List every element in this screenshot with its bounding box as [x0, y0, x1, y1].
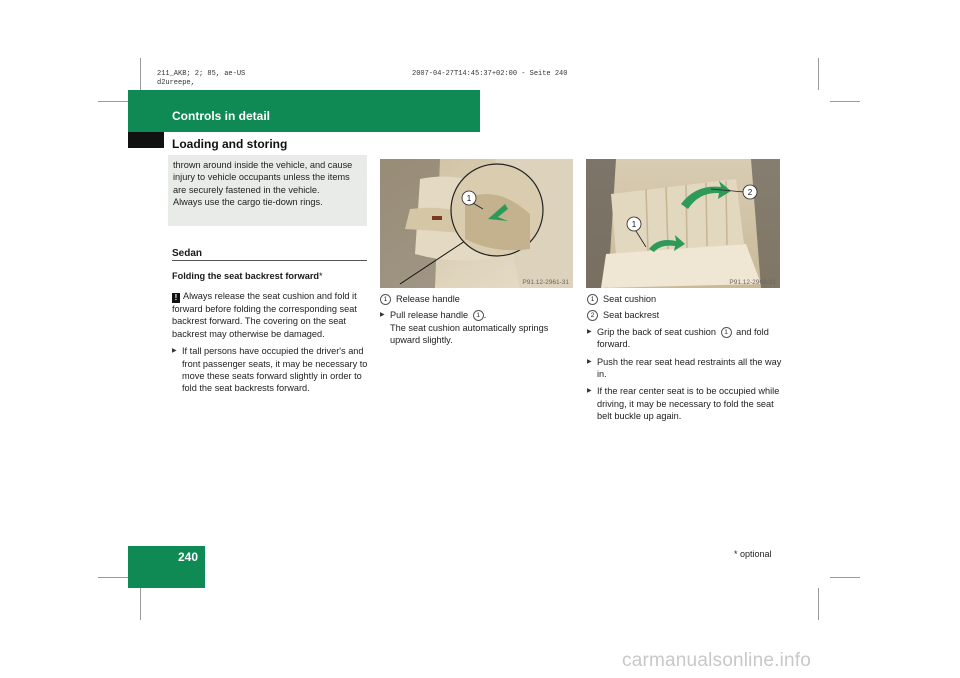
step-text-end: and fold forward. — [597, 326, 769, 350]
caution-text — [173, 159, 365, 209]
crop-mark — [818, 588, 819, 620]
figure1-code: P91.12-2961-31 — [522, 279, 569, 286]
heading-fold-text: Folding the seat backrest forward — [172, 271, 320, 281]
footnote-optional: * optional — [734, 549, 772, 559]
print-meta-line1: 211_AKB; 2; 85, ae-US — [157, 70, 246, 78]
heading-sedan: Sedan — [172, 248, 203, 259]
legend-label: Release handle — [396, 294, 460, 304]
instruction-list — [172, 345, 368, 395]
optional-mark: * — [319, 271, 323, 281]
section-marker — [128, 132, 164, 148]
list-item — [380, 309, 576, 346]
legend-number: 1 — [587, 294, 598, 305]
figure2-callout-1: 1 — [631, 220, 637, 229]
legend-item — [587, 293, 783, 305]
crop-mark — [818, 58, 819, 90]
crop-mark — [98, 101, 128, 102]
page-number-box — [128, 546, 205, 588]
page-number: 240 — [177, 550, 198, 564]
list-item — [587, 326, 783, 351]
print-meta-line2: d2ureepe, — [157, 79, 195, 87]
crop-mark — [140, 58, 141, 90]
warning-icon: ! — [172, 293, 180, 303]
step-text-end: . — [483, 310, 487, 321]
figure-release-handle — [380, 159, 573, 288]
step-text: Grip the back of seat cushion — [597, 326, 716, 337]
figure2-legend — [587, 293, 783, 428]
subsection-title: Loading and storing — [172, 137, 288, 151]
seat-cushion-illustration — [586, 159, 780, 288]
inline-ref-number: 1 — [721, 327, 732, 338]
print-meta — [157, 70, 245, 88]
inline-ref-number: 1 — [473, 310, 484, 321]
legend-item — [380, 293, 576, 305]
legend-number: 2 — [587, 310, 598, 321]
figure1-callout-1: 1 — [466, 194, 472, 203]
heading-divider — [172, 260, 367, 261]
warning-note — [172, 290, 368, 340]
crop-mark — [830, 577, 860, 578]
heading-fold-backrest — [172, 271, 323, 281]
list-item: ▶ If the rear center seat is to be occupied while driving, it may be necessary to fold the seat belt buckle up again. — [587, 385, 783, 422]
crop-mark — [140, 588, 141, 620]
release-handle-illustration — [380, 159, 573, 288]
legend-label: Seat backrest — [603, 310, 660, 321]
caution-box — [168, 155, 367, 226]
step-text: Pull release handle — [390, 310, 469, 321]
instruction-list — [587, 326, 783, 423]
watermark: carmanualsonline.info — [622, 650, 812, 671]
caution-text-line2: Always use the cargo tie-down rings. — [173, 197, 323, 208]
legend-item — [587, 309, 783, 321]
step-result: The seat cushion automatically springs upward slightly. — [390, 322, 549, 346]
figure2-code: P91.12-2962-31 — [729, 279, 776, 286]
legend-number: 1 — [380, 294, 391, 305]
instruction-list — [380, 309, 576, 346]
warning-text: Always release the seat cushion and fold it forward before folding the corresponding seat backrest forward. The covering on the seat backrest may otherwise be damaged. — [172, 291, 357, 339]
section-title: Controls in detail — [172, 109, 271, 123]
list-item: ▶ If tall persons have occupied the driver's and front passenger seats, it may be necessary to move these seats forward slightly in order to fold the seat backrests forward. — [172, 345, 368, 395]
figure-seat-cushion-backrest — [586, 159, 780, 288]
figure2-callout-2: 2 — [747, 188, 753, 197]
crop-mark — [98, 577, 128, 578]
caution-text-line: thrown around inside the vehicle, and cause injury to vehicle occupants unless the items are securely fastened in the vehicle. — [173, 160, 353, 195]
crop-mark — [830, 101, 860, 102]
warning-paragraph — [172, 290, 368, 400]
list-item: ▶ Push the rear seat head restraints all the way in. — [587, 356, 783, 381]
print-timestamp: 2007-04-27T14:45:37+02:00 - Seite 240 — [412, 70, 568, 78]
figure1-legend — [380, 293, 576, 352]
legend-label: Seat cushion — [603, 294, 657, 304]
